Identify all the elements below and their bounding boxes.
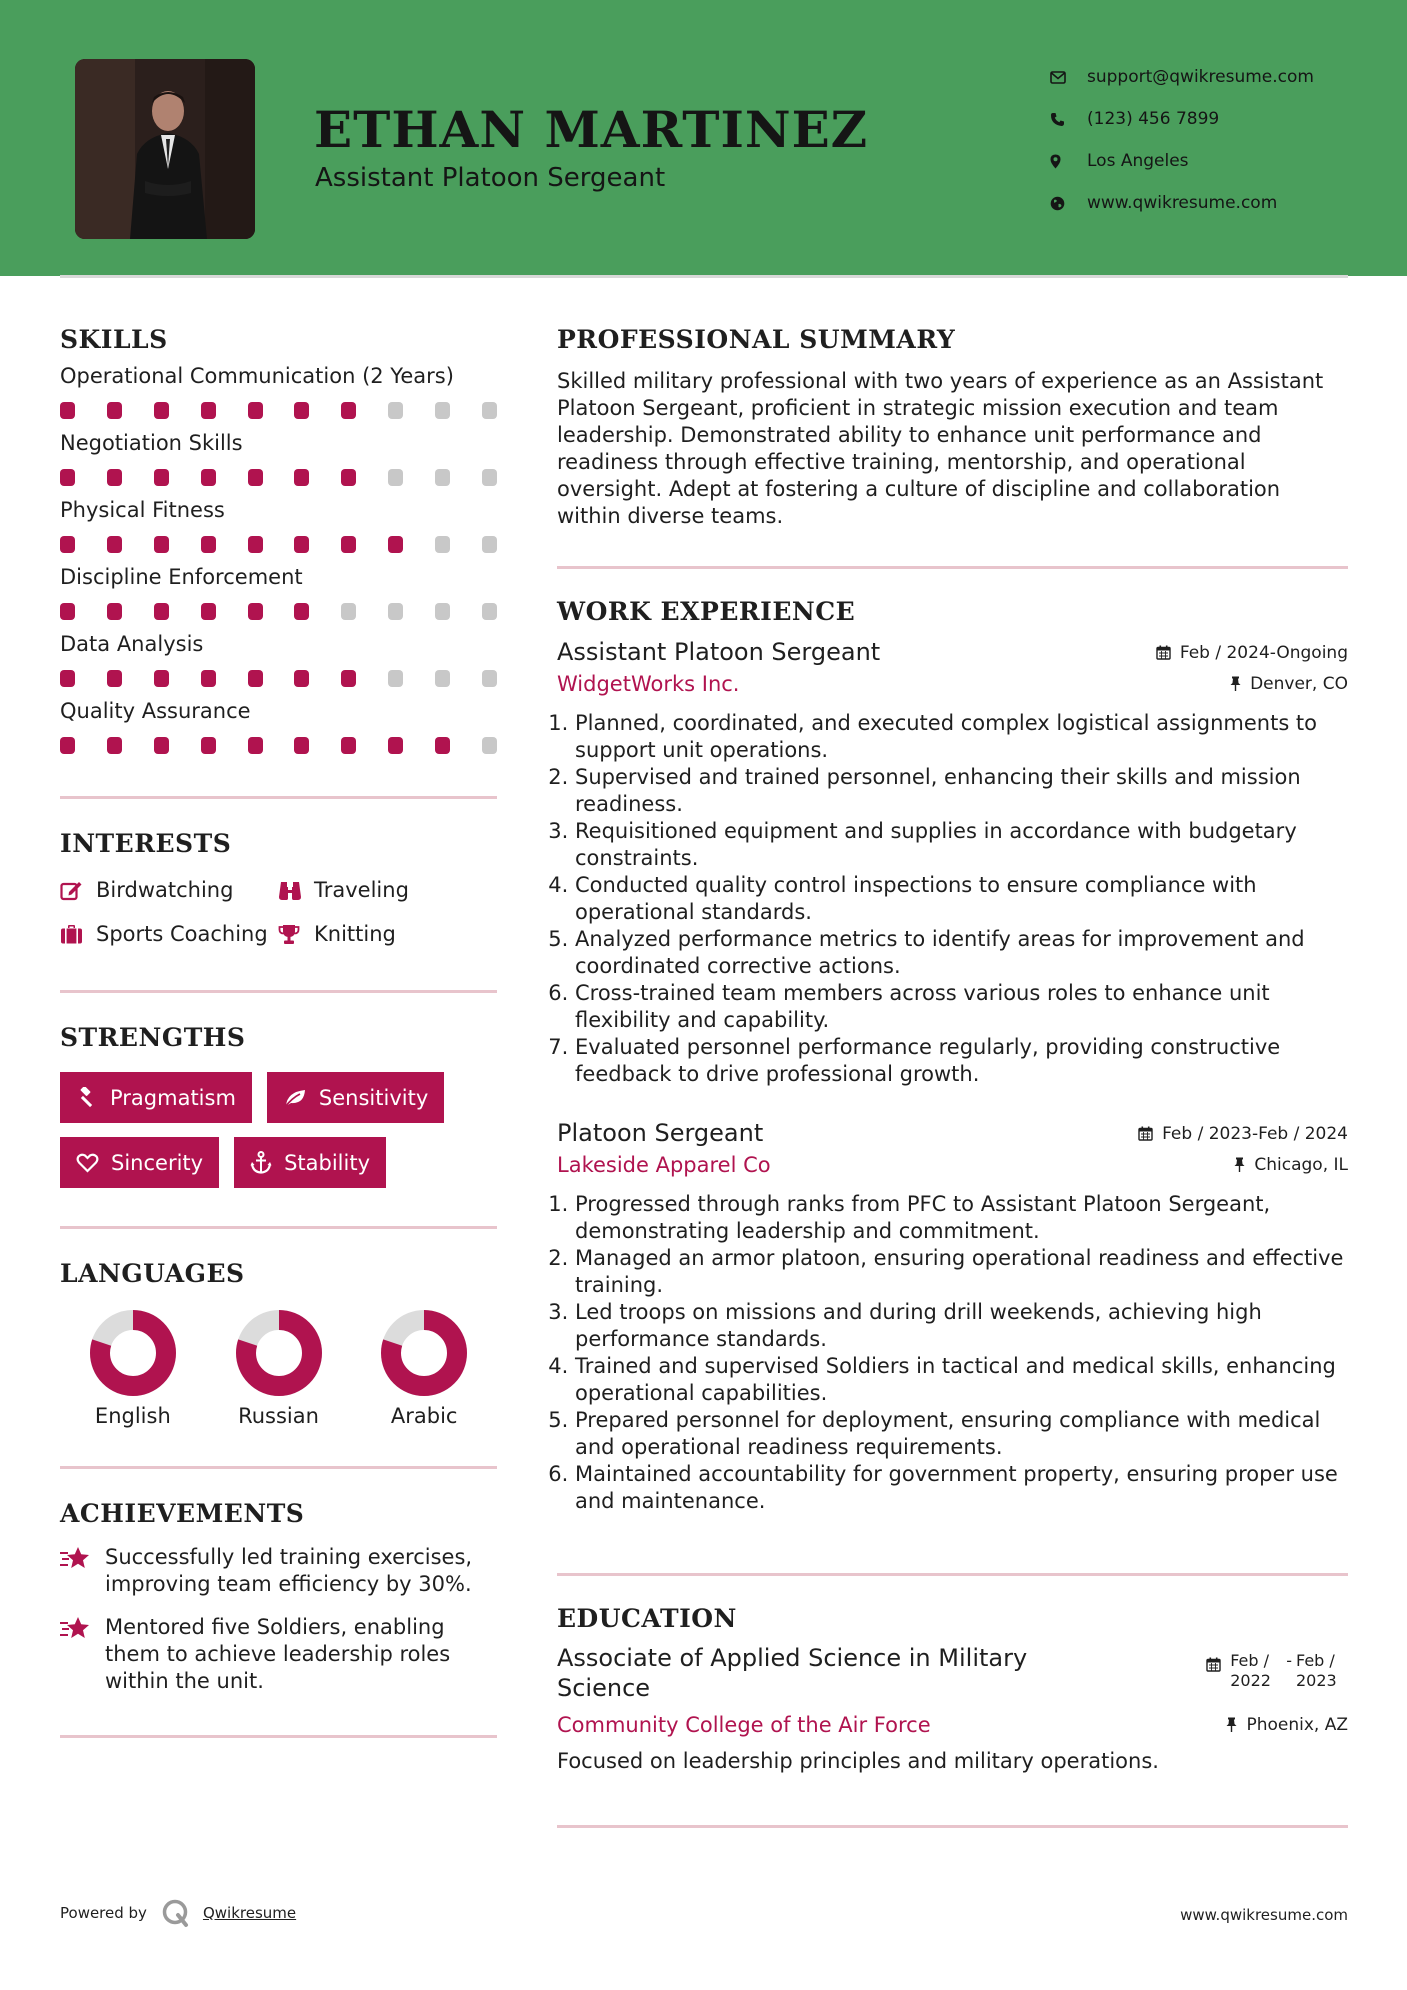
company-name: Lakeside Apparel Co: [557, 1153, 771, 1177]
calendar-icon: [1156, 645, 1171, 660]
anchor-icon: [250, 1151, 272, 1174]
skill-dot: [435, 402, 450, 419]
job-dates: [1138, 1124, 1348, 1144]
skill-dot: [107, 603, 122, 620]
skill-dot: [154, 670, 169, 687]
leaf-icon: [283, 1088, 307, 1108]
skill-dot: [294, 402, 309, 419]
languages-title: LANGUAGES: [60, 1259, 245, 1288]
pushpin-icon: [1226, 1717, 1237, 1732]
job-location-text: Chicago, IL: [1254, 1154, 1348, 1175]
skill-dot: [107, 469, 122, 486]
skill-dot: [201, 603, 216, 620]
star-icon: [60, 1614, 105, 1695]
interest-item: [278, 922, 497, 946]
contact-phone[interactable]: [1050, 98, 1314, 140]
job-dates: [1156, 643, 1348, 663]
contact-location-text: Los Angeles: [1087, 151, 1189, 171]
language-item: [351, 1310, 497, 1428]
skill-dot: [201, 737, 216, 754]
skill-dot: [482, 536, 497, 553]
right-column: [557, 300, 1348, 1828]
achievement-text: Successfully led training exercises, improving team efficiency by 30%.: [105, 1545, 473, 1596]
language-name: English: [94, 1404, 171, 1428]
interest-label: Birdwatching: [96, 878, 234, 902]
achievement-text: Mentored five Soldiers, enabling them to achieve leadership roles within the unit.: [105, 1615, 451, 1693]
duty-item: 4. Trained and supervised Soldiers in tactical and medical skills, enhancing operational capabilities.: [575, 1353, 1348, 1407]
pushpin-icon: [1234, 1157, 1245, 1172]
skill-dot: [201, 469, 216, 486]
strength-label: Stability: [284, 1150, 371, 1175]
achievements-section: [60, 1469, 497, 1695]
skill-dot: [248, 737, 263, 754]
interest-label: Sports Coaching: [96, 922, 268, 946]
language-item: [60, 1310, 206, 1428]
skills-list: [60, 364, 497, 754]
resume-header: [0, 0, 1407, 276]
duty-item: 4. Conducted quality control inspections to ensure compliance with operational standards.: [575, 872, 1348, 926]
skill-name: Physical Fitness: [60, 498, 225, 522]
skill-dot: [107, 670, 122, 687]
summary-text: Skilled military professional with two years of experience as an Assistant Platoon Sergeant, proficient in strategic mission execution and team leadership. Demonstrated ability to enhance unit performance and readiness through effective training, mentorship, and operational oversight. Adept at fostering a culture of discipline and collaboration within diverse teams.: [557, 369, 1324, 528]
contact-website[interactable]: [1050, 182, 1314, 224]
skill-dot: [248, 402, 263, 419]
skill-dot: [60, 402, 75, 419]
skill-name: Quality Assurance: [60, 699, 251, 723]
contact-email[interactable]: [1050, 56, 1314, 98]
interest-label: Traveling: [314, 878, 409, 902]
duty-item: 3. Led troops on missions and during drill weekends, achieving high performance standards.: [575, 1299, 1348, 1353]
powered-by-text: Powered by: [60, 1904, 147, 1922]
duty-item: 1. Planned, coordinated, and executed complex logistical assignments to support unit operations.: [575, 710, 1348, 764]
school-name: Community College of the Air Force: [557, 1713, 931, 1737]
interest-item: [278, 878, 497, 902]
duty-item: 5. Prepared personnel for deployment, ensuring compliance with medical and operational readiness requirements.: [575, 1407, 1348, 1461]
interest-label: Knitting: [314, 922, 396, 946]
education-description: Focused on leadership principles and military operations.: [557, 1749, 1159, 1773]
job-dates-text: Feb / 2023-Feb / 2024: [1162, 1123, 1348, 1144]
brand-link[interactable]: Qwikresume: [202, 1904, 297, 1922]
skill-dot: [154, 603, 169, 620]
strengths-list: [60, 1072, 497, 1188]
languages-list: [60, 1310, 497, 1428]
skill-dot: [388, 670, 403, 687]
skill-dot: [201, 670, 216, 687]
footer-url[interactable]: www.qwikresume.com: [1180, 1906, 1348, 1924]
language-name: Russian: [238, 1404, 319, 1428]
skill-dot: [248, 603, 263, 620]
language-item: [206, 1310, 352, 1428]
date-dash: -: [1286, 1651, 1292, 1670]
footer-powered-by: [60, 1898, 296, 1928]
duty-item: 2. Supervised and trained personnel, enhancing their skills and mission readiness.: [575, 764, 1348, 818]
skill-level: [60, 402, 497, 419]
achievement-item: [60, 1544, 497, 1598]
education-start: Feb / 2022: [1230, 1651, 1271, 1690]
skill-dot: [482, 737, 497, 754]
skill-dot: [435, 670, 450, 687]
skill-dot: [294, 737, 309, 754]
job-location: [1230, 674, 1348, 694]
education-end: Feb / 2023: [1296, 1651, 1337, 1690]
strength-label: Pragmatism: [110, 1085, 236, 1110]
skill-dot: [60, 603, 75, 620]
skill-name: Operational Communication (2 Years): [60, 364, 454, 388]
skill-dot: [435, 603, 450, 620]
language-level-ring: [90, 1310, 176, 1396]
language-level-ring: [236, 1310, 322, 1396]
job-entry: [557, 1119, 1348, 1515]
pencil-square-icon: [60, 880, 96, 901]
strength-badge: [60, 1072, 252, 1123]
education-dates: [1206, 1651, 1348, 1703]
duty-item: 7. Evaluated personnel performance regularly, providing constructive feedback to drive professional growth.: [575, 1034, 1348, 1088]
skill-dot: [435, 536, 450, 553]
skill-dot: [341, 402, 356, 419]
interest-item: [60, 878, 278, 902]
contact-phone-text: (123) 456 7899: [1087, 109, 1220, 129]
trophy-icon: [278, 924, 314, 945]
skill-dot: [201, 536, 216, 553]
degree-title: Associate of Applied Science in Military Science: [557, 1644, 1028, 1702]
skill-dot: [107, 737, 122, 754]
skill-dot: [435, 737, 450, 754]
summary-section: [557, 300, 1348, 530]
skill-dot: [248, 670, 263, 687]
duty-list: [557, 1191, 1348, 1515]
skill-dot: [107, 402, 122, 419]
skill-dot: [294, 536, 309, 553]
duty-item: 6. Maintained accountability for government property, ensuring proper use and maintenance.: [575, 1461, 1348, 1515]
job-title: Assistant Platoon Sergeant: [557, 638, 881, 666]
skill-dot: [154, 737, 169, 754]
language-level-ring: [381, 1310, 467, 1396]
section-divider: [60, 1735, 497, 1738]
skill-dot: [388, 469, 403, 486]
skill-level: [60, 536, 497, 553]
strengths-title: STRENGTHS: [60, 1023, 246, 1052]
skills-title: SKILLS: [60, 325, 168, 354]
skill-dot: [201, 402, 216, 419]
strengths-section: [60, 993, 497, 1188]
skill-level: [60, 469, 497, 486]
duty-item: 1. Progressed through ranks from PFC to Assistant Platoon Sergeant, demonstrating leadership and commitment.: [575, 1191, 1348, 1245]
skill-level: [60, 737, 497, 754]
strength-badge: [60, 1137, 219, 1188]
job-location-text: Denver, CO: [1250, 673, 1348, 694]
skill-level: [60, 670, 497, 687]
skill-dot: [294, 670, 309, 687]
skill-dot: [341, 536, 356, 553]
binoculars-icon: [278, 880, 314, 901]
calendar-icon: [1138, 1126, 1153, 1141]
map-marker-icon: [1050, 154, 1087, 169]
skill-dot: [154, 402, 169, 419]
company-name: WidgetWorks Inc.: [557, 672, 740, 696]
skill-dot: [248, 469, 263, 486]
skill-dot: [482, 603, 497, 620]
strength-label: Sincerity: [111, 1150, 204, 1175]
education-location: [1226, 1715, 1348, 1735]
skill-dot: [248, 536, 263, 553]
contact-list: [1050, 56, 1314, 224]
job-entry: [557, 638, 1348, 1088]
summary-title: PROFESSIONAL SUMMARY: [557, 325, 956, 354]
header-divider: [60, 275, 1348, 278]
duty-item: 3. Requisitioned equipment and supplies in accordance with budgetary constraints.: [575, 818, 1348, 872]
duty-item: 6. Cross-trained team members across various roles to enhance unit flexibility and capability.: [575, 980, 1348, 1034]
star-icon: [60, 1544, 105, 1598]
contact-website-text: www.qwikresume.com: [1087, 193, 1278, 213]
skill-name: Data Analysis: [60, 632, 204, 656]
contact-location: [1050, 140, 1314, 182]
achievements-title: ACHIEVEMENTS: [60, 1499, 305, 1528]
duty-item: 2. Managed an armor platoon, ensuring operational readiness and effective training.: [575, 1245, 1348, 1299]
job-location: [1234, 1155, 1348, 1175]
skill-dot: [388, 536, 403, 553]
strength-badge: [234, 1137, 386, 1188]
skill-dot: [294, 603, 309, 620]
briefcase-icon: [60, 924, 96, 944]
experience-title: WORK EXPERIENCE: [557, 597, 856, 626]
duty-list: [557, 710, 1348, 1088]
left-column: [60, 300, 497, 1738]
duty-item: 5. Analyzed performance metrics to identify areas for improvement and coordinated corrective actions.: [575, 926, 1348, 980]
skill-dot: [60, 469, 75, 486]
phone-icon: [1050, 112, 1087, 127]
skill-dot: [60, 536, 75, 553]
skill-dot: [60, 670, 75, 687]
interests-list: [60, 878, 497, 946]
heart-icon: [76, 1153, 99, 1173]
interests-title: INTERESTS: [60, 829, 232, 858]
strength-label: Sensitivity: [318, 1085, 429, 1110]
skill-dot: [341, 737, 356, 754]
achievement-item: [60, 1614, 497, 1695]
profile-photo: [75, 59, 255, 239]
skill-dot: [341, 603, 356, 620]
language-name: Arabic: [390, 1404, 458, 1428]
contact-email-text: support@qwikresume.com: [1087, 67, 1314, 87]
languages-section: [60, 1229, 497, 1428]
skill-dot: [482, 670, 497, 687]
skill-dot: [154, 536, 169, 553]
section-divider: [557, 1825, 1348, 1828]
skills-section: [60, 300, 497, 754]
skill-dot: [388, 603, 403, 620]
skill-dot: [435, 469, 450, 486]
experience-section: [557, 569, 1348, 1515]
skill-dot: [294, 469, 309, 486]
education-title: EDUCATION: [557, 1604, 737, 1633]
skill-dot: [154, 469, 169, 486]
interests-section: [60, 799, 497, 946]
globe-icon: [1050, 196, 1087, 211]
job-title: Platoon Sergeant: [557, 1119, 764, 1147]
skill-dot: [60, 737, 75, 754]
job-dates-text: Feb / 2024-Ongoing: [1179, 642, 1348, 663]
candidate-name: ETHAN MARTINEZ: [314, 100, 869, 159]
skill-name: Negotiation Skills: [60, 431, 243, 455]
qwikresume-logo-icon: [161, 1898, 191, 1928]
skill-dot: [107, 536, 122, 553]
skill-name: Discipline Enforcement: [60, 565, 303, 589]
gavel-icon: [76, 1087, 98, 1109]
skill-dot: [388, 402, 403, 419]
strength-badge: [267, 1072, 444, 1123]
pushpin-icon: [1230, 676, 1241, 691]
education-location-text: Phoenix, AZ: [1246, 1714, 1348, 1735]
skill-level: [60, 603, 497, 620]
envelope-icon: [1050, 71, 1087, 84]
skill-dot: [388, 737, 403, 754]
interest-item: [60, 922, 278, 946]
skill-dot: [341, 670, 356, 687]
skill-dot: [482, 469, 497, 486]
candidate-role: Assistant Platoon Sergeant: [315, 163, 666, 193]
skill-dot: [482, 402, 497, 419]
skill-dot: [341, 469, 356, 486]
education-section: [557, 1576, 1348, 1773]
calendar-icon: [1206, 1657, 1221, 1672]
